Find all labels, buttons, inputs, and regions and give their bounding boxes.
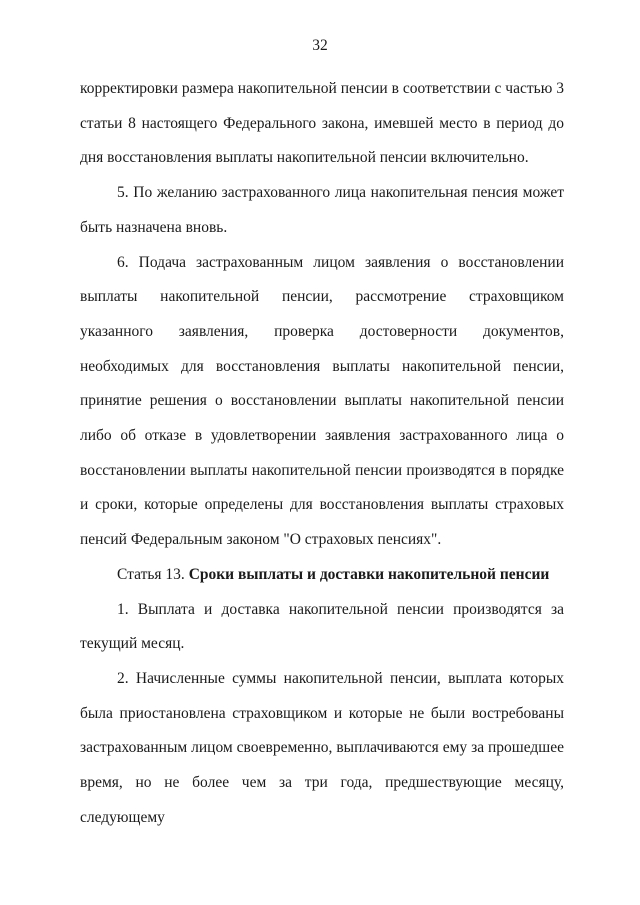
document-body (80, 72, 564, 835)
article-paragraph-1: 1. Выплата и доставка накопительной пенсии производятся за текущий месяц. (80, 600, 564, 653)
paragraph-6: 6. Подача застрахованным лицом заявления о восстановлении выплаты накопительной пенсии, рассмотрение страховщиком указанного заявления, проверка достоверности документов, необходимых для восстановления выплаты накопительной пенсии, принятие решения о восстановлении выплаты накопительной пенсии либо об отказе в удовлетворении заявления застрахованного лица о восстановлении выплаты накопительной пенсии производятся в порядке и сроки, которые определены для восстановления выплаты страховых пенсий Федеральным законом "О страховых пенсиях". (80, 253, 564, 549)
article-title: Сроки выплаты и доставки накопительной пенсии (188, 565, 550, 583)
article-prefix: Статья 13. (117, 565, 189, 583)
paragraph-continuation: корректировки размера накопительной пенсии в соответствии с частью 3 статьи 8 настоящего Федерального закона, имевшей место в период до дня восстановления выплаты накопительной пенсии включительно. (80, 80, 564, 167)
article-heading (80, 558, 564, 593)
article-paragraph-2: 2. Начисленные суммы накопительной пенсии, выплата которых была приостановлена страховщиком и которые не были востребованы застрахованным лицом своевременно, выплачиваются ему за прошедшее время, но не более чем за три года, предшествующие месяцу, следующему (80, 669, 564, 826)
paragraph-5: 5. По желанию застрахованного лица накопительная пенсия может быть назначена вновь. (80, 184, 564, 236)
page-number: 32 (312, 37, 328, 54)
